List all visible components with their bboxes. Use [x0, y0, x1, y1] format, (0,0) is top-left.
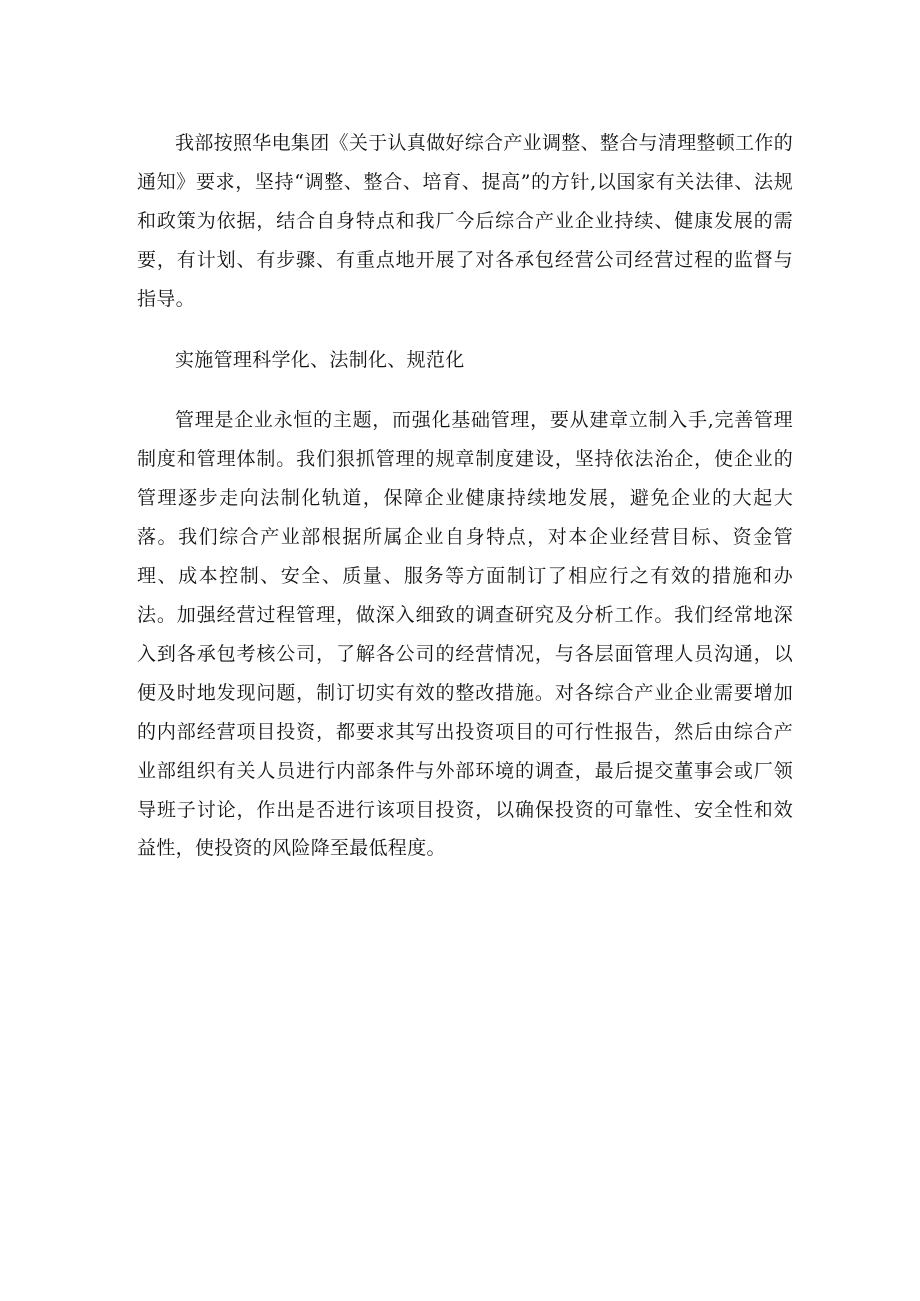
document-page: [137, 124, 793, 868]
paragraph-management: 管理是企业永恒的主题，而强化基础管理，要从建章立制入手,完善管理制度和管理体制。我们狠抓管理的规章制度建设，坚持依法治企，使企业的管理逐步走向法制化轨道，保障企业健康持续地发展，避免企业的大起大落。我们综合产业部根据所属企业自身特点，对本企业经营目标、资金管理、成本控制、安全、质量、服务等方面制订了相应行之有效的措施和办法。加强经营过程管理，做深入细致的调查研究及分析工作。我们经常地深入到各承包考核公司，了解各公司的经营情况，与各层面管理人员沟通，以便及时地发现问题，制订切实有效的整改措施。对各综合产业企业需要增加的内部经营项目投资，都要求其写出投资项目的可行性报告，然后由综合产业部组织有关人员进行内部条件与外部环境的调查，最后提交董事会或厂领导班子讨论，作出是否进行该项目投资，以确保投资的可靠性、安全性和效益性，使投资的风险降至最低程度。: [137, 409, 793, 860]
section-heading: 实施管理科学化、法制化、规范化: [175, 348, 465, 371]
paragraph-intro: 我部按照华电集团《关于认真做好综合产业调整、整合与清理整顿工作的通知》要求，坚持“调整、整合、培育、提高”的方针,以国家有关法律、法规和政策为依据，结合自身特点和我厂今后综合产业企业持续、健康发展的需要，有计划、有步骤、有重点地开展了对各承包经营公司经营过程的监督与指导。: [137, 132, 793, 310]
